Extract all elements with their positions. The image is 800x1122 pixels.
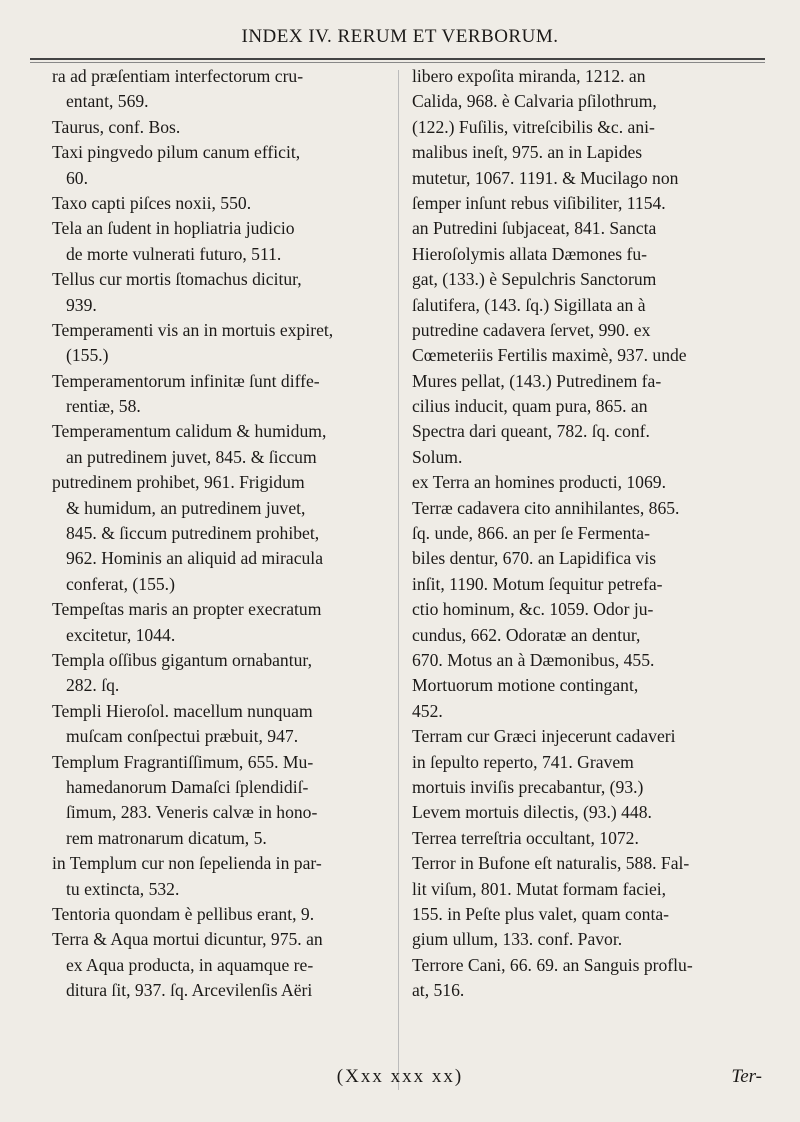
index-line: Taxo capti piſces noxii, 550. (52, 192, 252, 213)
index-line: entant, 569. (66, 91, 149, 112)
index-line: gium ullum, 133. conf. Pavor. (412, 929, 623, 950)
index-line: Mortuorum motione contingant, (412, 675, 639, 696)
index-line: in Templum cur non ſepelienda in par- (52, 853, 322, 874)
index-line: an putredinem juvet, 845. & ſiccum (66, 446, 317, 467)
index-line: 282. ſq. (66, 675, 120, 696)
index-line: Terram cur Græci injecerunt cadaveri (412, 726, 676, 747)
index-line: putredinem prohibet, 961. Frigidum (52, 472, 305, 493)
index-line: Terrea terreſtria occultant, 1072. (412, 827, 639, 848)
index-line: de morte vulnerati futuro, 511. (66, 243, 282, 264)
index-line: Tempeſtas maris an propter execratum (52, 599, 322, 620)
index-line: Templa oſſibus gigantum ornabantur, (52, 649, 312, 670)
index-line: Terror in Bufone eſt naturalis, 588. Fal- (412, 853, 690, 874)
index-line: in ſepulto reperto, 741. Gravem (412, 751, 634, 772)
index-line: malibus ineſt, 975. an in Lapides (412, 142, 643, 163)
index-line: mutetur, 1067. 1191. & Mucilago non (412, 167, 679, 188)
index-line: muſcam conſpectui præbuit, 947. (66, 726, 299, 747)
index-line: tu extincta, 532. (66, 878, 180, 899)
index-line: Temperamentum calidum & humidum, (52, 421, 327, 442)
index-line: putredine cadavera ſervet, 990. ex (412, 319, 651, 340)
index-line: at, 516. (412, 980, 465, 1001)
index-line: cilius inducit, quam pura, 865. an (412, 396, 648, 417)
index-line: Mures pellat, (143.) Putredinem fa- (412, 370, 662, 391)
index-line: (155.) (66, 345, 109, 366)
index-line: Tela an ſudent in hopliatria judicio (52, 218, 295, 239)
index-line: ctio hominum, &c. 1059. Odor ju- (412, 599, 654, 620)
index-line: Levem mortuis dilectis, (93.) 448. (412, 802, 652, 823)
index-line: ex Aqua producta, in aquamque re- (66, 954, 314, 975)
index-line: biles dentur, 670. an Lapidifica vis (412, 548, 657, 569)
index-line: 452. (412, 700, 443, 721)
index-line: ra ad præſentiam interfectorum cru- (52, 66, 304, 86)
index-line: rem matronarum dicatum, 5. (66, 827, 267, 848)
index-line: Terra & Aqua mortui dicuntur, 975. an (52, 929, 323, 950)
signature-mark: (Xxx xxx xx) (336, 1066, 464, 1087)
index-line: Temperamentorum infinitæ ſunt diffe- (52, 370, 320, 391)
index-line: cundus, 662. Odoratæ an dentur, (412, 624, 641, 645)
index-line: excitetur, 1044. (66, 624, 176, 645)
index-line: libero expoſita miranda, 1212. an (412, 66, 646, 86)
index-line: Hieroſolymis allata Dæmones fu- (412, 243, 648, 264)
header-rule (30, 58, 765, 60)
running-header: INDEX IV. RERUM ET VERBORUM. (241, 26, 559, 47)
index-line: Calida, 968. è Calvaria pſilothrum, (412, 91, 657, 112)
index-line: inſit, 1190. Motum ſequitur petrefa- (412, 573, 663, 594)
index-line: ſimum, 283. Veneris calvæ in hono- (66, 802, 318, 823)
index-line: ditura ſit, 937. ſq. Arcevilenſis Aëri (66, 980, 313, 1001)
index-line: 155. in Peſte plus valet, quam conta- (412, 903, 670, 924)
index-line: (122.) Fuſilis, vitreſcibilis &c. ani- (412, 116, 655, 137)
index-line: Templum Fragrantiſſimum, 655. Mu- (52, 751, 314, 772)
index-line: Tentoria quondam è pellibus erant, 9. (52, 903, 315, 924)
index-line: 670. Motus an à Dæmonibus, 455. (412, 649, 655, 670)
index-line: ſemper inſunt rebus viſibiliter, 1154. (412, 192, 666, 213)
index-line: Tellus cur mortis ſtomachus dicitur, (52, 269, 302, 290)
catchword: Ter- (731, 1066, 762, 1087)
header-rule-thin (30, 62, 765, 63)
index-line: Cœmeteriis Fertilis maximè, 937. unde (412, 345, 687, 366)
index-line: Terrore Cani, 66. 69. an Sanguis proflu- (412, 954, 693, 975)
column-divider (398, 70, 399, 1090)
index-line: hamedanorum Damaſci ſplendidiſ- (66, 776, 309, 797)
index-line: mortuis inviſis precabantur, (93.) (412, 776, 644, 797)
index-line: an Putredini ſubjaceat, 841. Sancta (412, 218, 657, 239)
index-line: lit viſum, 801. Mutat formam faciei, (412, 878, 667, 899)
index-line: rentiæ, 58. (66, 396, 141, 417)
index-line: conferat, (155.) (66, 573, 175, 594)
index-line: 60. (66, 167, 88, 188)
index-line: & humidum, an putredinem juvet, (66, 497, 306, 518)
index-line: Solum. (412, 446, 463, 467)
index-line: gat, (133.) è Sepulchris Sanctorum (412, 269, 657, 290)
index-line: Terræ cadavera cito annihilantes, 865. (412, 497, 680, 518)
index-line: Spectra dari queant, 782. ſq. conf. (412, 421, 650, 442)
index-line: ſalutifera, (143. ſq.) Sigillata an à (412, 294, 646, 315)
left-column (52, 64, 390, 1003)
index-line: ex Terra an homines producti, 1069. (412, 472, 666, 493)
right-column (412, 64, 768, 1003)
index-line: 962. Hominis an aliquid ad miracula (66, 548, 324, 569)
index-line: Taurus, conf. Bos. (52, 116, 181, 137)
index-line: ſq. unde, 866. an per ſe Fermenta- (412, 523, 650, 544)
index-line: 845. & ſiccum putredinem prohibet, (66, 523, 320, 544)
index-line: 939. (66, 294, 97, 315)
index-line: Templi Hieroſol. macellum nunquam (52, 700, 313, 721)
index-line: Taxi pingvedo pilum canum efficit, (52, 142, 301, 163)
index-line: Temperamenti vis an in mortuis expiret, (52, 319, 334, 340)
